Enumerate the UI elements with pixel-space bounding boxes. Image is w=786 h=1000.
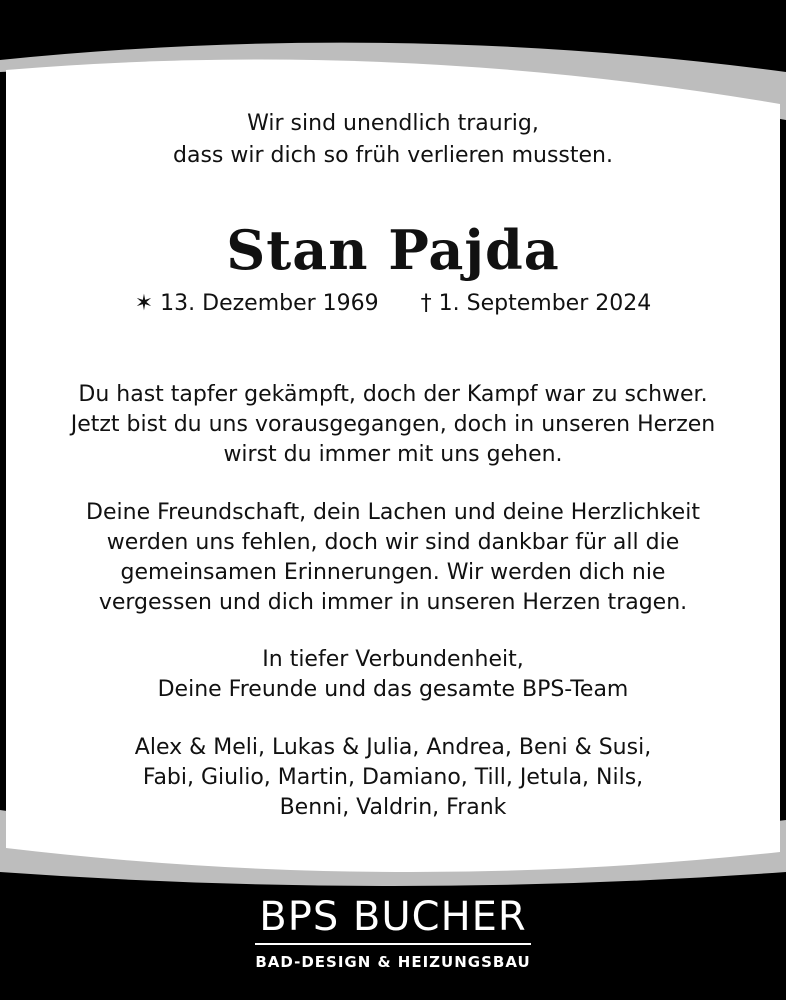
birth-date: 13. Dezember 1969 [160, 291, 379, 316]
birth-star-icon: ✶ [134, 291, 154, 316]
logo-name: BPS BUCHER [255, 895, 530, 945]
paragraph-signoff [0, 645, 786, 705]
death-date: 1. September 2024 [438, 291, 652, 316]
deceased-name: Stan Pajda [226, 218, 560, 282]
paragraph-line: Alex & Meli, Lukas & Julia, Andrea, Beni & Susi, [134, 735, 652, 760]
intro-text [0, 108, 786, 172]
life-dates [0, 288, 786, 320]
paragraph-names [0, 733, 786, 823]
paragraph-line: Benni, Valdrin, Frank [279, 795, 507, 820]
company-logo [0, 895, 786, 971]
intro-line: dass wir dich so früh verlieren mussten. [173, 143, 613, 168]
paragraph-line: Jetzt bist du uns vorausgegangen, doch in unseren Herzen [70, 412, 716, 437]
logo-subtitle: BAD-DESIGN & HEIZUNGSBAU [255, 953, 531, 971]
paragraph-memories [0, 498, 786, 618]
paragraph-line: In tiefer Verbundenheit, [262, 647, 524, 672]
paragraph-farewell [0, 380, 786, 470]
paragraph-line: Deine Freundschaft, dein Lachen und deine Herzlichkeit [86, 500, 700, 525]
paragraph-line: gemeinsamen Erinnerungen. Wir werden dich nie [120, 560, 666, 585]
death-cross-icon: † [420, 291, 432, 316]
paragraph-line: Deine Freunde und das gesamte BPS-Team [157, 677, 629, 702]
paragraph-line: Fabi, Giulio, Martin, Damiano, Till, Jetula, Nils, [142, 765, 644, 790]
intro-line: Wir sind unendlich traurig, [247, 111, 539, 136]
paragraph-line: wirst du immer mit uns gehen. [223, 442, 563, 467]
paragraph-line: vergessen und dich immer in unseren Herzen tragen. [98, 590, 688, 615]
paragraph-line: Du hast tapfer gekämpft, doch der Kampf war zu schwer. [78, 382, 708, 407]
paragraph-line: werden uns fehlen, doch wir sind dankbar für all die [106, 530, 680, 555]
